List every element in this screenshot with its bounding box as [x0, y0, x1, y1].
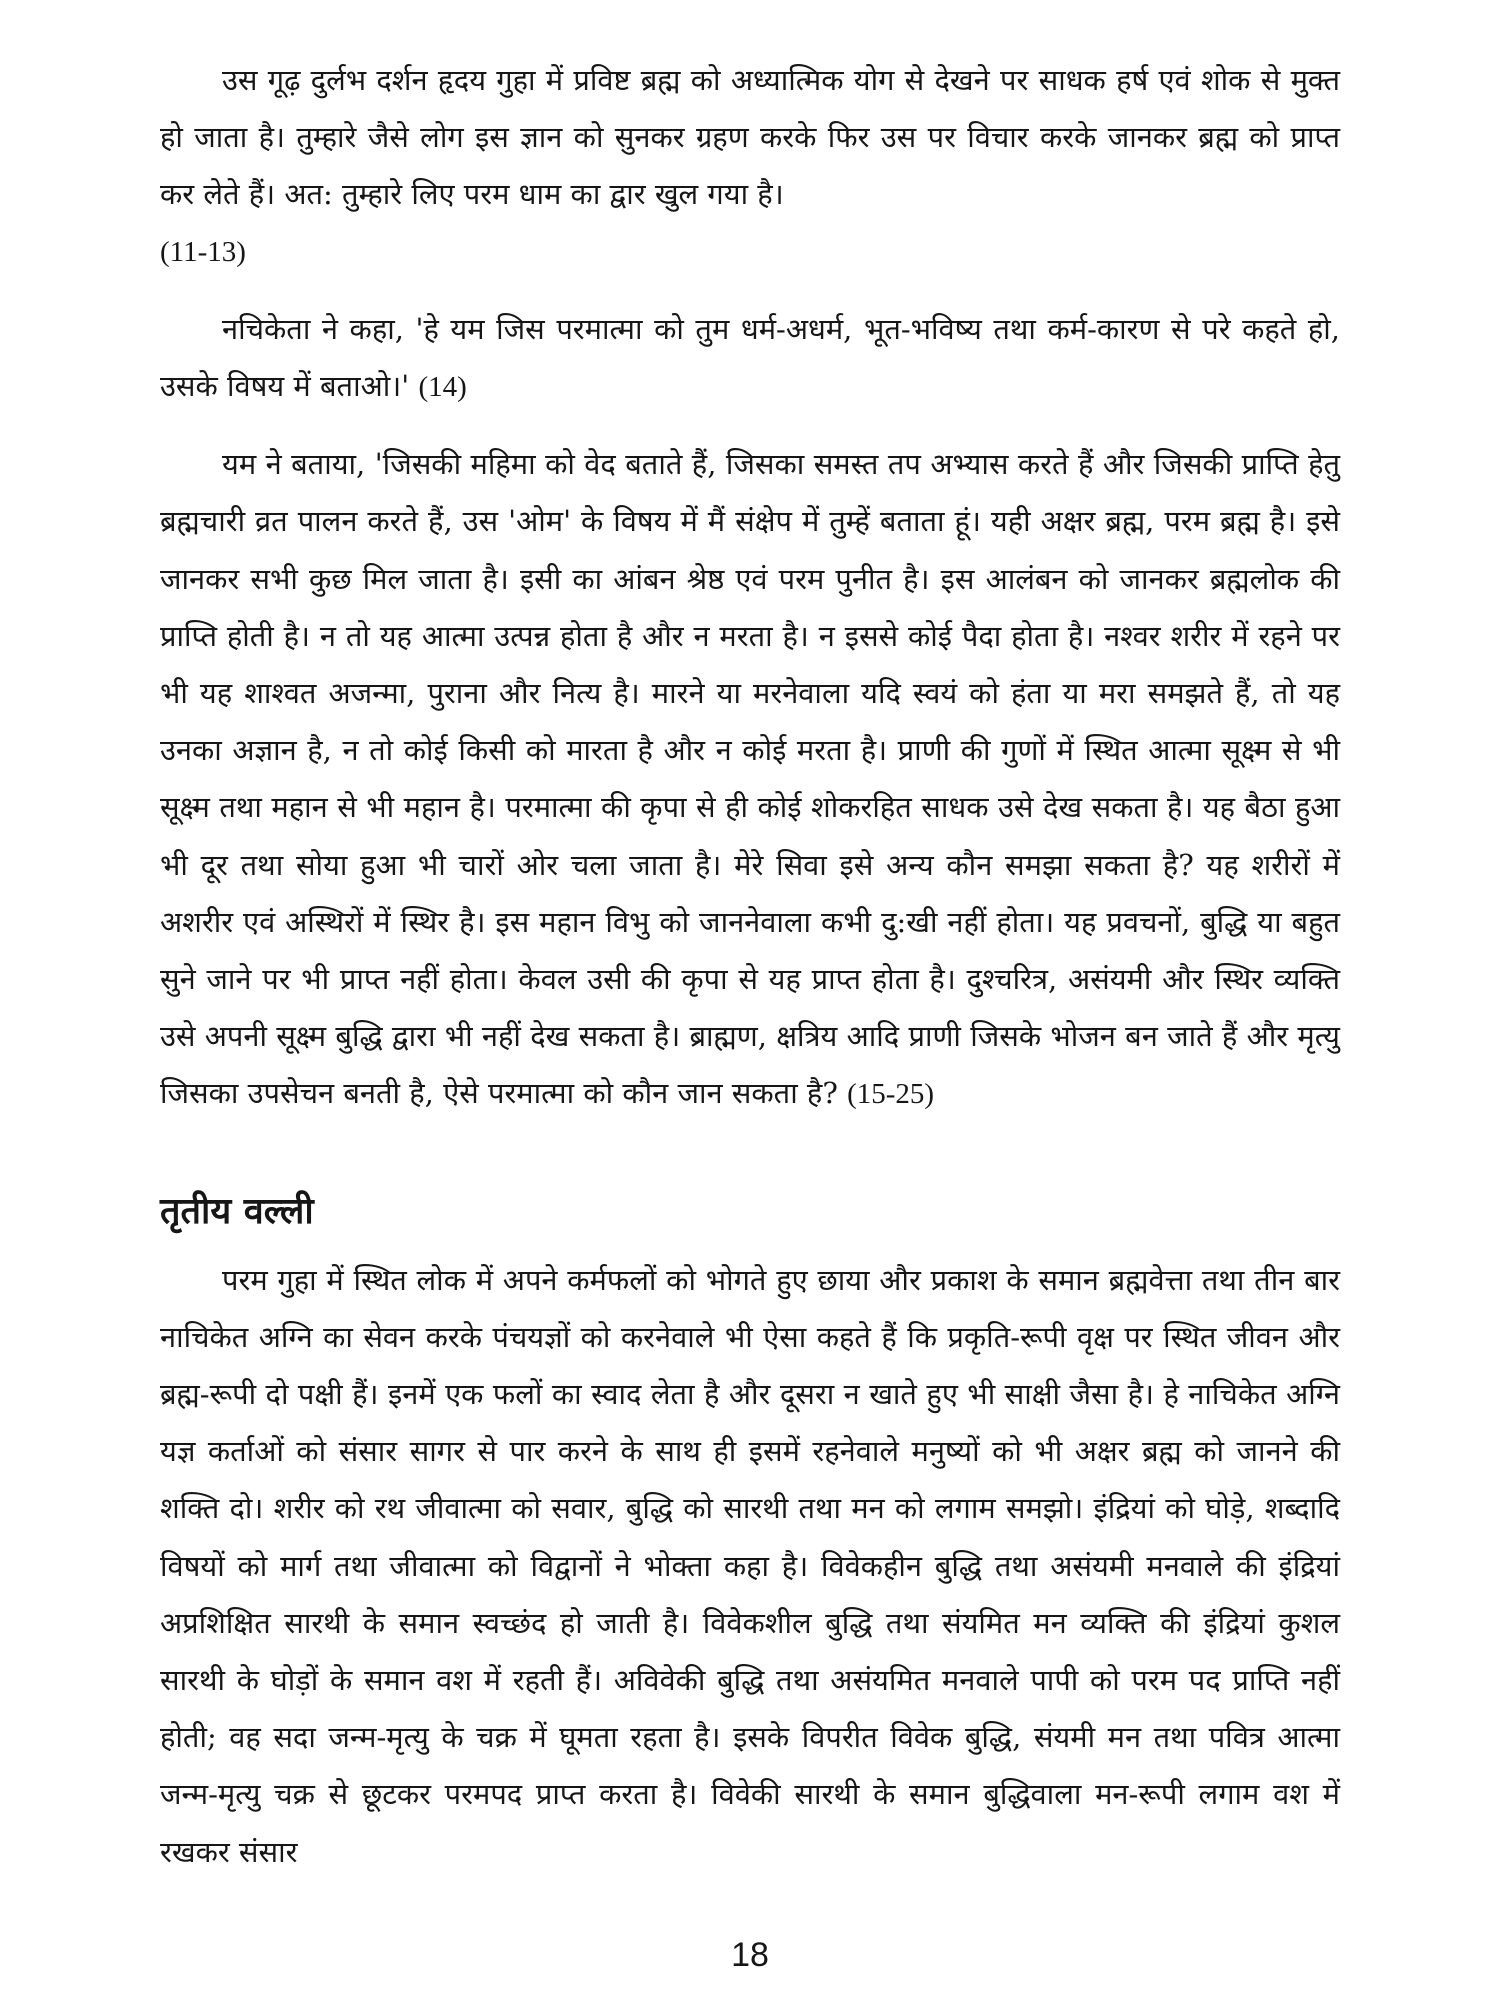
verse-reference: (15-25): [847, 1078, 935, 1111]
verse-reference: (14): [418, 371, 467, 404]
page-number: 18: [731, 1936, 769, 1974]
section-paragraph: परम गुहा में स्थित लोक में अपने कर्मफलों को भोगते हुए छाया और प्रकाश के समान ब्रह्मवेत्ता तथा तीन बार नाचिकेत अग्नि का सेवन करके पंचयज्ञों को करनेवाले भी ऐसा कहते हैं कि प्रकृति-रूपी वृक्ष पर स्थित जीवन और ब्रह्म-रूपी दो पक्षी हैं। इनमें एक फलों का स्वाद लेता है और दूसरा न खाते हुए भी साक्षी जैसा है। हे नाचिकेत अग्नि यज्ञ कर्ताओं को संसार सागर से पार करने के साथ ही इसमें रहनेवाले मनुष्यों को भी अक्षर ब्रह्म को जानने की शक्ति दो। शरीर को रथ जीवात्मा को सवार, बुद्धि को सारथी तथा मन को लगाम समझो। इंद्रियां को घोड़े, शब्दादि विषयों को मार्ग तथा जीवात्मा को विद्वानों ने भोक्ता कहा है। विवेकहीन बुद्धि तथा असंयमी मनवाले की इंद्रियां अप्रशिक्षित सारथी के समान स्वच्छंद हो जाती है। विवेकशील बुद्धि तथा संयमित मन व्यक्ति की इंद्रियां कुशल सारथी के घोड़ों के समान वश में रहती हैं। अविवेकी बुद्धि तथा असंयमित मनवाले पापी को परम पद प्राप्ति नहीं होती; वह सदा जन्म-मृत्यु के चक्र में घूमता रहता है। इसके विपरीत विवेक बुद्धि, संयमी मन तथा पवित्र आत्मा जन्म-मृत्यु चक्र से छूटकर परमपद प्राप्त करता है। विवेकी सारथी के समान बुद्धिवाला मन-रूपी लगाम वश में रखकर संसार: [160, 1262, 1340, 1869]
paragraph-text: नचिकेता ने कहा, 'हे यम जिस परमात्मा को तुम धर्म-अधर्म, भूत-भविष्य तथा कर्म-कारण से परे कहते हो, उसके विषय में बताओ।': [160, 311, 1340, 404]
paragraph-verses-11-13: [160, 52, 1340, 281]
paragraph-text: उस गूढ़ दुर्लभ दर्शन हृदय गुहा में प्रविष्ट ब्रह्म को अध्यात्मिक योग से देखने पर साधक हर्ष एवं शोक से मुक्त हो जाता है। तुम्हारे जैसे लोग इस ज्ञान को सुनकर ग्रहण करके फिर उस पर विचार करके जानकर ब्रह्म को प्राप्त कर लेते हैं। अत: तुम्हारे लिए परम धाम का द्वार खुल गया है।: [160, 63, 1340, 212]
paragraph-text: यम ने बताया, 'जिसकी महिमा को वेद बताते हैं, जिसका समस्त तप अभ्यास करते हैं और जिसकी प्राप्ति हेतु ब्रह्मचारी व्रत पालन करते हैं, उस 'ओम' के विषय में मैं संक्षेप में तुम्हें बताता हूं। यही अक्षर ब्रह्म, परम ब्रह्म है। इसे जानकर सभी कुछ मिल जाता है। इसी का आंबन श्रेष्ठ एवं परम पुनीत है। इस आलंबन को जानकर ब्रह्मलोक की प्राप्ति होती है। न तो यह आत्मा उत्पन्न होता है और न मरता है। न इससे कोई पैदा होता है। नश्वर शरीर में रहने पर भी यह शाश्वत अजन्मा, पुराना और नित्य है। मारने या मरनेवाला यदि स्वयं को हंता या मरा समझते हैं, तो यह उनका अज्ञान है, न तो कोई किसी को मारता है और न कोई मरता है। प्राणी की गुणों में स्थित आत्मा सूक्ष्म से भी सूक्ष्म तथा महान से भी महान है। परमात्मा की कृपा से ही कोई शोकरहित साधक उसे देख सकता है। यह बैठा हुआ भी दूर तथा सोया हुआ भी चारों ओर चला जाता है। मेरे सिवा इसे अन्य कौन समझा सकता है? यह शरीरों में अशरीर एवं अस्थिरों में स्थिर है। इस महान विभु को जाननेवाला कभी दु:खी नहीं होता। यह प्रवचनों, बुद्धि या बहुत सुने जाने पर भी प्राप्त नहीं होता। केवल उसी की कृपा से यह प्राप्त होता है। दुश्चरित्र, असंयमी और स्थिर व्यक्ति उसे अपनी सूक्ष्म बुद्धि द्वारा भी नहीं देख सकता है। ब्राह्मण, क्षत्रिय आदि प्राणी जिसके भोजन बन जाते हैं और मृत्यु जिसका उपसेचन बनती है, ऐसे परमात्मा को कौन जान सकता है?: [160, 447, 1340, 1111]
page-body: [160, 52, 1340, 1942]
paragraph-verses-15-25: [160, 436, 1340, 1123]
paragraph-verse-14: [160, 301, 1340, 416]
verse-reference: (11-13): [160, 235, 246, 268]
section-heading: तृतीय वल्ली: [160, 1190, 314, 1232]
